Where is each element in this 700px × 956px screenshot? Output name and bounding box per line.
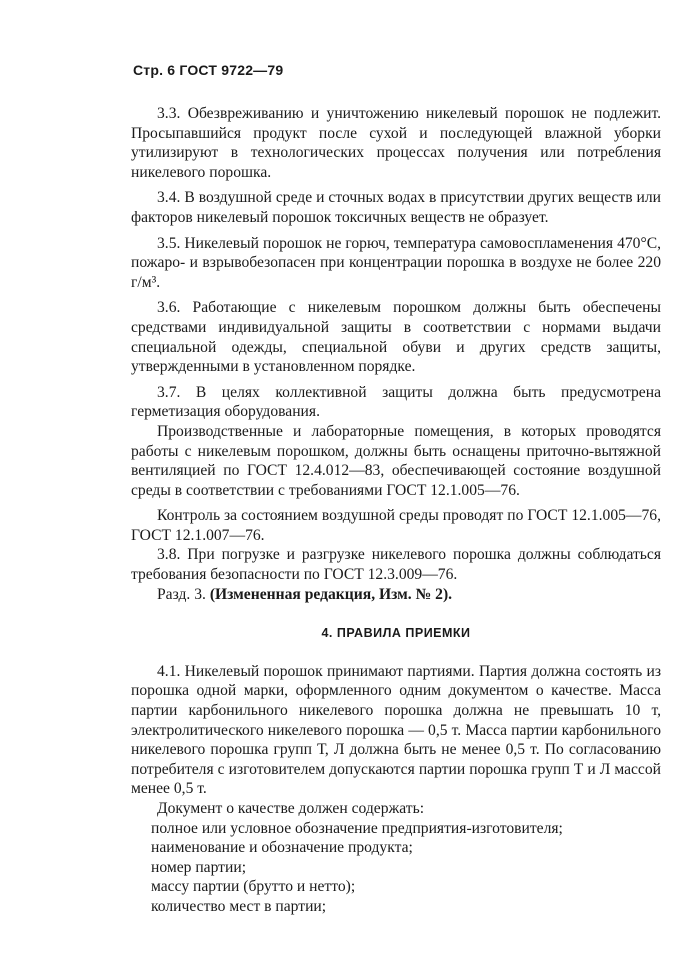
list-item: полное или условное обозначение предприятия-изготовителя; [151, 819, 563, 837]
paragraph-3-6: 3.6. Работающие с никелевым порошком должны быть обеспечены средствами индивидуальной защиты в соответствии с нормами выдачи специальной одежды, специальной обуви и других средств защиты, утвержденными в установленном порядке. [131, 299, 661, 376]
paragraph-3-5: 3.5. Никелевый порошок не горюч, температура самовоспламенения 470°С, пожаро- и взрывобезопасен при концентрации порошка в воздухе не более 220 г/м³. [131, 234, 661, 291]
paragraph-3-8: 3.8. При погрузке и разгрузке никелевого порошка должны соблюдаться требования безопасности по ГОСТ 12.3.009—76. [131, 546, 661, 584]
paragraph-3-4: 3.4. В воздушной среде и сточных водах в присутствии других веществ или факторов никелевый порошок токсичных веществ не образует. [131, 189, 661, 226]
list-item: массу партии (брутто и нетто); [151, 878, 356, 896]
section-3-amendment-note [131, 585, 661, 605]
amendment-prefix: Разд. 3. [157, 585, 206, 603]
list-item: наименование и обозначение продукта; [151, 839, 413, 857]
page-number: Стр. 6 [133, 62, 176, 78]
standard-designation: ГОСТ 9722—79 [179, 62, 284, 78]
paragraph-3-7-ventilation: Производственные и лабораторные помещения, в которых проводятся работы с никелевым порошком, должны быть оснащены приточно-вытяжной вентиляцией по ГОСТ 12.4.012—83, обеспечивающей состояние воздушной среды в соответствии с требованиями ГОСТ 12.1.005—76. [131, 422, 661, 499]
list-item: количество мест в партии; [151, 897, 327, 915]
section-4-heading: 4. ПРАВИЛА ПРИЕМКИ [321, 626, 471, 641]
document-body [131, 104, 661, 917]
page-header [133, 62, 283, 78]
list-item: номер партии; [151, 858, 247, 876]
amendment-text: (Измененная редакция, Изм. № 2). [209, 585, 453, 603]
paragraph-4-1: 4.1. Никелевый порошок принимают партиями. Партия должна состоять из порошка одной марки, оформленного одним документом о качестве. Масса партии карбонильного никелевого порошка должна не превышать 10 т, электролитического никелевого порошка — 0,5 т. Масса партии карбонильного никелевого порошка групп Т, Л должна быть не менее 0,5 т. По согласованию потребителя с изготовителем допускаются партии порошка групп Т и Л массой менее 0,5 т. [131, 662, 661, 798]
quality-document-list [131, 819, 661, 917]
paragraph-3-7: 3.7. В целях коллективной защиты должна быть предусмотрена герметизация оборудования. [131, 383, 661, 421]
paragraph-3-7-control: Контроль за состоянием воздушной среды проводят по ГОСТ 12.1.005—76, ГОСТ 12.1.007—76. [131, 507, 661, 544]
paragraph-3-3: 3.3. Обезвреживанию и уничтожению никелевый порошок не подлежит. Просыпавшийся продукт после сухой и последующей влажной уборки утилизируют в технологических процессах получения или потребления никелевого порошка. [131, 105, 661, 181]
quality-document-intro: Документ о качестве должен содержать: [157, 800, 425, 817]
